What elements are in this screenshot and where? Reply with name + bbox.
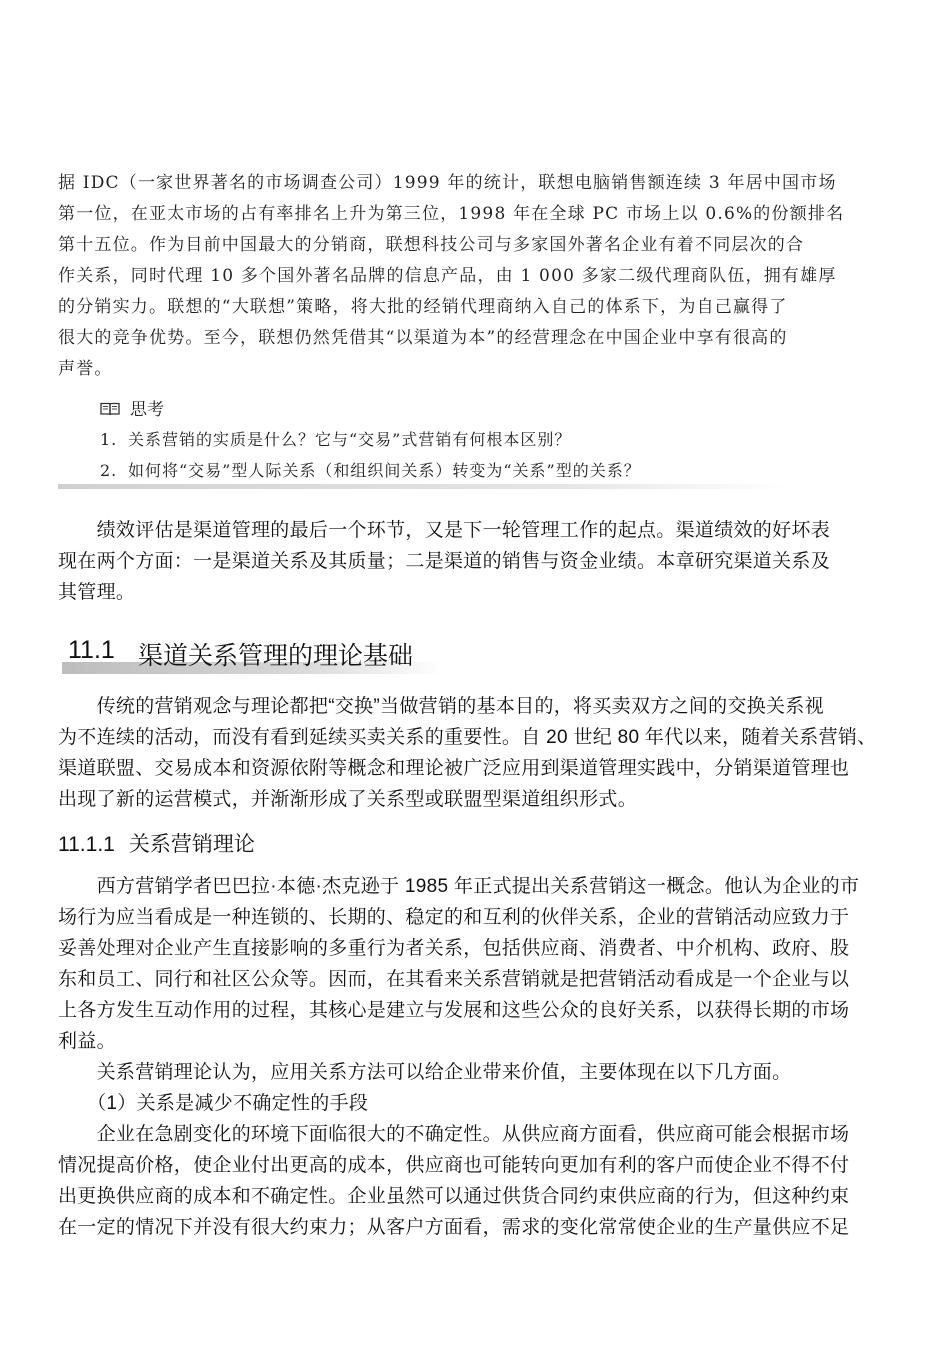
subsection-title: 关系营销理论: [128, 833, 255, 856]
subsection-paragraph: [58, 871, 894, 1243]
text-line: 在一定的情况下并没有很大约束力；从客户方面看，需求的变化常常使企业的生产量供应不足: [58, 1217, 850, 1238]
question-text: 关系营销的实质是什么？它与“交易”式营销有何根本区别？: [128, 430, 572, 449]
think-box: [100, 396, 800, 486]
text-line: 场行为应当看成是一种连锁的、长期的、稳定的和互利的伙伴关系，企业的营销活动应致力于: [58, 907, 850, 928]
text-line: 出现了新的运营模式，并渐渐形成了关系型或联盟型渠道组织形式。: [58, 789, 638, 810]
text-line: 西方营销学者巴巴拉·本德·杰克逊于 1985 年正式提出关系营销这一概念。他认为企业的市: [58, 876, 860, 897]
text-line: 东和员工、同行和社区公众等。因而，在其看来关系营销就是把营销活动看成是一个企业与以: [58, 969, 850, 990]
section-number: 11.1: [68, 636, 115, 664]
question-item: [100, 455, 800, 486]
subsection-heading: [58, 828, 255, 862]
text-line: 妥善处理对企业产生直接影响的多重行为者关系，包括供应商、消费者、中介机构、政府、股: [58, 938, 850, 959]
text-line: 的分销实力。联想的“大联想”策略，将大批的经销代理商纳入自己的体系下，为自己赢得了: [58, 297, 788, 317]
text-line: 第十五位。作为目前中国最大的分销商，联想科技公司与多家国外著名企业有着不同层次的合: [58, 235, 805, 255]
subsection-number: 11.1.1: [58, 833, 115, 856]
section-title: 渠道关系管理的理论基础: [138, 641, 414, 670]
text-line: （1）关系是减少不确定性的手段: [58, 1093, 369, 1114]
box-divider: [58, 484, 788, 489]
text-line: 上各方发生互动作用的过程，其核心是建立与发展和这些公众的良好关系，以获得长期的市场: [58, 1000, 850, 1021]
text-line: 绩效评估是渠道管理的最后一个环节，又是下一轮管理工作的起点。渠道绩效的好坏表: [58, 520, 831, 541]
text-line: 关系营销理论认为，应用关系方法可以给企业带来价值，主要体现在以下几方面。: [58, 1062, 792, 1083]
question-number: 1.: [100, 430, 118, 449]
text-line: 利益。: [58, 1031, 116, 1052]
text-line: 传统的营销观念与理论都把“交换”当做营销的基本目的，将买卖双方之间的交换关系视: [58, 696, 824, 717]
section-heading: [62, 634, 482, 676]
text-line: 现在两个方面：一是渠道关系及其质量；二是渠道的销售与资金业绩。本章研究渠道关系及: [58, 551, 831, 572]
text-line: 企业在急剧变化的环境下面临很大的不确定性。从供应商方面看，供应商可能会根据市场: [58, 1124, 850, 1145]
text-line: 作关系，同时代理 10 多个国外著名品牌的信息产品，由 1 000 多家二级代理商队伍，拥有雄厚: [58, 266, 837, 286]
text-line: 声誉。: [58, 359, 113, 379]
text-line: 为不连续的活动，而没有看到延续买卖关系的重要性。自 20 世纪 80 年代以来，随着关系营销、: [58, 727, 877, 748]
intro-paragraph: [58, 515, 894, 608]
section-paragraph: [58, 691, 894, 815]
text-line: 很大的竞争优势。至今，联想仍然凭借其“以渠道为本”的经营理念在中国企业中享有很高的: [58, 328, 788, 348]
think-heading: [100, 396, 800, 424]
text-line: 情况提高价格，使企业付出更高的成本，供应商也可能转向更加有利的客户而使企业不得不付: [58, 1155, 850, 1176]
question-item: [100, 424, 800, 455]
text-line: 渠道联盟、交易成本和资源依附等概念和理论被广泛应用到渠道管理实践中，分销渠道管理也: [58, 758, 850, 779]
text-line: 其管理。: [58, 582, 136, 603]
question-text: 如何将“交易”型人际关系（和组织间关系）转变为“关系”型的关系？: [128, 461, 641, 480]
question-number: 2.: [100, 461, 118, 480]
text-line: 据 IDC（一家世界著名的市场调查公司）1999 年的统计，联想电脑销售额连续 3 年居中国市场: [58, 173, 837, 193]
case-study-paragraph: [58, 168, 894, 385]
text-line: 出更换供应商的成本和不确定性。企业虽然可以通过供货合同约束供应商的行为，但这种约束: [58, 1186, 850, 1207]
think-heading-label: 思考: [130, 400, 164, 419]
text-line: 第一位，在亚太市场的占有率排名上升为第三位，1998 年在全球 PC 市场上以 0.6%的份额排名: [58, 204, 845, 224]
book-icon: [100, 402, 120, 416]
